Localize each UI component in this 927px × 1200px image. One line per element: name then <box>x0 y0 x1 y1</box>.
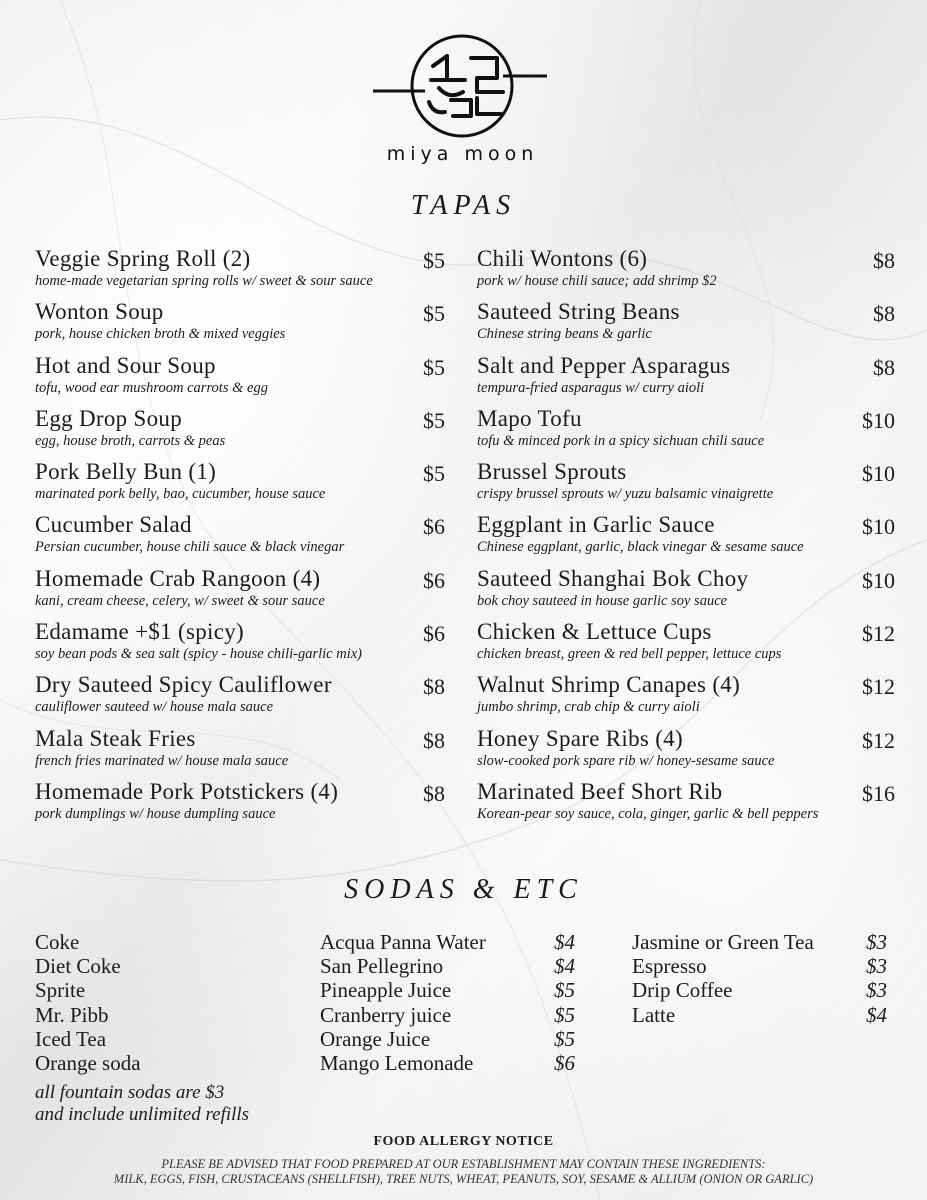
fountain-soda-note <box>35 1082 249 1126</box>
menu-item-price: $10 <box>862 514 895 540</box>
fountain-note-line-2: and include unlimited refills <box>35 1104 250 1125</box>
menu-item-name: Brussel Sprouts <box>477 459 627 485</box>
drink-item <box>320 978 575 1002</box>
drink-price: $4 <box>554 954 575 979</box>
menu-item <box>35 246 445 299</box>
drink-name: Cranberry juice <box>320 1002 452 1027</box>
brand-name: miya moon <box>386 143 539 165</box>
menu-item-description: Korean-pear soy sauce, cola, ginger, garlic & bell peppers <box>477 805 819 822</box>
menu-item <box>35 566 445 619</box>
menu-item-description: kani, cream cheese, celery, w/ sweet & sour sauce <box>35 592 325 609</box>
menu-item <box>35 619 445 672</box>
allergy-notice-title: FOOD ALLERGY NOTICE <box>373 1134 554 1149</box>
drink-item <box>320 930 575 954</box>
drink-item <box>320 1027 575 1051</box>
menu-item-name: Homemade Crab Rangoon (4) <box>35 565 321 591</box>
drink-name: Sprite <box>35 978 86 1003</box>
menu-item-description: tempura-fried asparagus w/ curry aioli <box>477 379 705 396</box>
menu-item-price: $5 <box>423 248 445 273</box>
menu-item-price: $8 <box>423 727 445 753</box>
menu-item-price: $5 <box>423 461 445 487</box>
drink-name: Acqua Panna Water <box>320 930 486 954</box>
menu-item-price: $8 <box>873 301 895 327</box>
menu-item <box>35 353 445 406</box>
drink-name: Drip Coffee <box>632 978 733 1003</box>
menu-item-name: Chili Wontons (6) <box>477 246 648 271</box>
menu-item <box>35 672 445 725</box>
drink-item <box>35 1051 275 1075</box>
menu-item-price: $6 <box>423 567 445 593</box>
tapas-section-title: TAPAS <box>410 190 517 221</box>
fountain-note-line-1: all fountain sodas are $3 <box>35 1082 225 1103</box>
menu-item-name: Veggie Spring Roll (2) <box>35 246 251 271</box>
sodas-section-title: SODAS & ETC <box>344 874 583 905</box>
drink-item <box>35 1003 275 1027</box>
menu-item-description: tofu & minced pork in a spicy sichuan chili sauce <box>477 432 765 449</box>
menu-item-description: tofu, wood ear mushroom carrots & egg <box>35 379 268 396</box>
menu-item-name: Mapo Tofu <box>477 405 582 431</box>
menu-item-name: Hot and Sour Soup <box>35 352 216 378</box>
menu-item-name: Chicken & Lettuce Cups <box>477 619 712 645</box>
sodas-column-hot-drinks <box>632 930 887 1027</box>
menu-item-price: $8 <box>423 674 445 700</box>
menu-item <box>477 406 895 459</box>
menu-item-description: marinated pork belly, bao, cucumber, house sauce <box>35 486 326 503</box>
menu-item <box>477 619 895 672</box>
drink-name: Orange Juice <box>320 1026 431 1051</box>
menu-item-description: pork, house chicken broth & mixed veggies <box>35 326 286 343</box>
drink-item <box>632 954 887 978</box>
allergy-notice-line-2: MILK, EGGS, FISH, CRUSTACEANS (SHELLFISH), TREE NUTS, WHEAT, PEANUTS, SOY, SESAME & ALLIUM (ONION OR GARLIC) <box>113 1172 814 1186</box>
drink-price: $3 <box>866 954 887 979</box>
menu-item-description: jumbo shrimp, crab chip & curry aioli <box>477 699 700 716</box>
drink-price: $5 <box>554 1026 575 1051</box>
miya-moon-logo-icon <box>355 28 570 148</box>
menu-item <box>35 726 445 779</box>
allergy-notice-line-1: PLEASE BE ADVISED THAT FOOD PREPARED AT OUR ESTABLISHMENT MAY CONTAIN THESE INGREDIENTS: <box>161 1157 766 1171</box>
drink-price: $3 <box>866 930 887 954</box>
menu-item-description: Persian cucumber, house chili sauce & black vinegar <box>35 539 345 556</box>
menu-item-price: $8 <box>873 354 895 380</box>
menu-item-price: $10 <box>862 407 895 433</box>
menu-item <box>477 779 895 832</box>
drink-name: San Pellegrino <box>320 954 444 979</box>
menu-item-name: Salt and Pepper Asparagus <box>477 352 731 378</box>
drink-price: $5 <box>554 978 575 1003</box>
drink-item <box>35 954 275 978</box>
drink-price: $6 <box>554 1050 575 1075</box>
menu-item-name: Honey Spare Ribs (4) <box>477 725 683 751</box>
drink-item <box>320 1051 575 1075</box>
menu-item-price: $8 <box>873 248 895 273</box>
menu-item-description: pork w/ house chili sauce; add shrimp $2 <box>477 273 717 289</box>
menu-item <box>35 779 445 832</box>
drink-name: Espresso <box>632 954 707 979</box>
menu-item-name: Marinated Beef Short Rib <box>477 778 723 804</box>
drink-item <box>320 1003 575 1027</box>
menu-item-price: $10 <box>862 567 895 593</box>
menu-item <box>35 459 445 512</box>
menu-item-name: Pork Belly Bun (1) <box>35 459 217 485</box>
menu-item <box>477 512 895 565</box>
menu-item-description: cauliflower sauteed w/ house mala sauce <box>35 699 274 716</box>
drink-price: $5 <box>554 1002 575 1027</box>
menu-item <box>477 246 895 299</box>
menu-item <box>35 406 445 459</box>
menu-item-name: Sauteed Shanghai Bok Choy <box>477 565 749 591</box>
sodas-column-fountain <box>35 930 275 1075</box>
menu-item <box>477 672 895 725</box>
menu-item-description: Chinese string beans & garlic <box>477 326 652 343</box>
drink-name: Diet Coke <box>35 954 121 979</box>
drink-name: Pineapple Juice <box>320 978 452 1003</box>
drink-name: Orange soda <box>35 1050 141 1075</box>
menu-item-description: pork dumplings w/ house dumpling sauce <box>35 805 276 822</box>
menu-item-price: $6 <box>423 621 445 647</box>
menu-item-price: $6 <box>423 514 445 540</box>
drink-price: $4 <box>554 930 575 954</box>
menu-item-price: $12 <box>862 674 895 700</box>
drink-item <box>632 1003 887 1027</box>
menu-item-name: Homemade Pork Potstickers (4) <box>35 778 339 804</box>
menu-item <box>477 566 895 619</box>
menu-item-price: $5 <box>423 301 445 327</box>
menu-item-description: french fries marinated w/ house mala sauce <box>35 752 289 769</box>
menu-item-description: soy bean pods & sea salt (spicy - house chili-garlic mix) <box>35 646 362 663</box>
drink-name: Iced Tea <box>35 1026 107 1051</box>
menu-item-name: Eggplant in Garlic Sauce <box>477 512 715 538</box>
menu-item-name: Sauteed String Beans <box>477 299 680 325</box>
drink-name: Jasmine or Green Tea <box>632 930 814 954</box>
menu-item <box>35 512 445 565</box>
menu-item-name: Egg Drop Soup <box>35 405 183 431</box>
menu-item-description: chicken breast, green & red bell pepper, lettuce cups <box>477 646 782 663</box>
menu-item-name: Wonton Soup <box>35 299 164 325</box>
drink-price: $3 <box>866 978 887 1003</box>
menu-item <box>477 726 895 779</box>
menu-item-description: slow-cooked pork spare rib w/ honey-sesame sauce <box>477 752 775 769</box>
drink-name: Latte <box>632 1002 676 1027</box>
drink-item <box>35 930 275 954</box>
menu-item-name: Cucumber Salad <box>35 512 192 538</box>
drink-item <box>632 978 887 1002</box>
menu-item-description: Chinese eggplant, garlic, black vinegar & sesame sauce <box>477 539 804 556</box>
drink-name: Mr. Pibb <box>35 1002 109 1027</box>
tapas-left-column <box>35 246 445 832</box>
menu-item-price: $12 <box>862 621 895 647</box>
menu-item <box>477 299 895 352</box>
menu-item-description: crispy brussel sprouts w/ yuzu balsamic vinaigrette <box>477 486 774 503</box>
menu-item-name: Walnut Shrimp Canapes (4) <box>477 672 741 698</box>
menu-item-price: $8 <box>423 780 445 806</box>
menu-item-price: $10 <box>862 461 895 487</box>
tapas-right-column <box>477 246 895 832</box>
drink-name: Mango Lemonade <box>320 1050 474 1075</box>
menu-item-name: Edamame +$1 (spicy) <box>35 619 244 645</box>
menu-item-name: Mala Steak Fries <box>35 725 196 751</box>
sodas-column-bottled <box>320 930 575 1075</box>
drink-item <box>35 978 275 1002</box>
menu-item-price: $5 <box>423 354 445 380</box>
menu-item-price: $16 <box>862 780 895 806</box>
menu-item-price: $5 <box>423 407 445 433</box>
menu-item <box>477 459 895 512</box>
drink-item <box>35 1027 275 1051</box>
drink-price: $4 <box>866 1002 887 1027</box>
menu-item <box>35 299 445 352</box>
drink-item <box>320 954 575 978</box>
menu-item-name: Dry Sauteed Spicy Cauliflower <box>35 672 332 698</box>
drink-item <box>632 930 887 954</box>
menu-item-price: $12 <box>862 727 895 753</box>
menu-item-description: egg, house broth, carrots & peas <box>35 432 226 449</box>
menu-item-description: home-made vegetarian spring rolls w/ sweet & sour sauce <box>35 273 373 289</box>
menu-item <box>477 353 895 406</box>
menu-item-description: bok choy sauteed in house garlic soy sauce <box>477 592 728 609</box>
drink-name: Coke <box>35 930 80 954</box>
